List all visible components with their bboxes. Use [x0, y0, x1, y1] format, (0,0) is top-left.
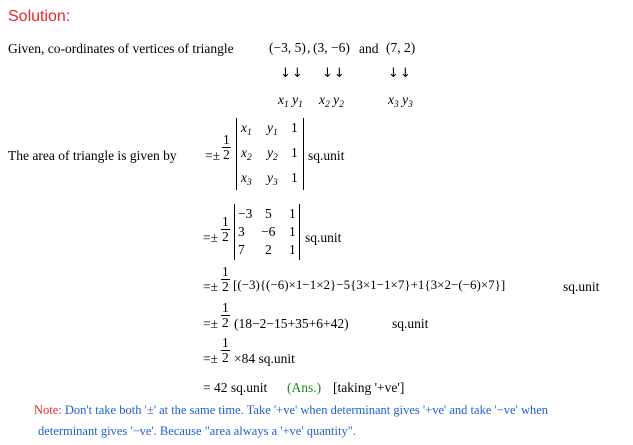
note-label: Note: — [34, 403, 62, 417]
det-cell: 7 — [238, 242, 245, 257]
det-cell: $x_2$ — [241, 145, 252, 163]
vertex-sep: , — [307, 40, 311, 55]
determinant-symbolic — [236, 118, 304, 190]
area-formula-text: The area of triangle is given by — [8, 148, 177, 163]
det-cell: −6 — [261, 224, 276, 239]
step3-pm: =± — [203, 316, 219, 331]
note-line-2: determinant gives '−ve'. Because "area always a '+ve' quantity". — [38, 424, 356, 438]
down-arrows-3: ↓↓ — [388, 66, 412, 81]
det-cell: 3 — [238, 224, 245, 239]
unit-label: sq.unit — [308, 148, 345, 163]
step2-expression: [(−3){(−6)×1−1×2}−5{3×1−1×7}+1{3×2−(−6)×7}] — [233, 277, 506, 292]
half-fraction: $\frac{1}{2}$ — [222, 300, 229, 330]
det-cell: 1 — [289, 242, 296, 257]
vertex-2: (3, −6) — [313, 40, 350, 55]
plus-minus: =± — [205, 148, 221, 163]
step4-expression: ×84 sq.unit — [234, 351, 295, 366]
det-cell: $x_3$ — [241, 170, 252, 188]
down-arrows-2: ↓↓ — [322, 66, 346, 81]
det-cell: 1 — [291, 120, 298, 135]
half-fraction: $\frac{1}{2}$ — [222, 264, 229, 294]
det-cell: $y_2$ — [267, 145, 278, 163]
det-cell: 1 — [289, 224, 296, 239]
half-fraction: $\frac{1}{2}$ — [222, 214, 229, 244]
vertex-1: (−3, 5) — [269, 40, 306, 55]
half-fraction: $\frac{1}{2}$ — [223, 132, 230, 162]
det-cell: $x_1$ — [241, 120, 252, 138]
step2-pm: =± — [203, 279, 219, 294]
given-text: Given, co-ordinates of vertices of triangle — [8, 41, 234, 56]
determinant-numeric — [234, 204, 300, 260]
step3-expression: (18−2−15+35+6+42) — [234, 316, 349, 331]
det-cell: $y_1$ — [267, 120, 278, 138]
label-x2-y2: $x_2$ $y_2$ — [319, 92, 344, 110]
det-cell: 1 — [291, 145, 298, 160]
label-x1-y1: $x_1$ $y_1$ — [278, 92, 303, 110]
unit-label: sq.unit — [563, 279, 600, 294]
det-cell: $y_3$ — [267, 170, 278, 188]
unit-label: sq.unit — [305, 230, 342, 245]
taking-note: [taking '+ve'] — [333, 380, 405, 395]
det-cell: −3 — [238, 206, 253, 221]
step4-pm: =± — [203, 351, 219, 366]
det-cell: 1 — [289, 206, 296, 221]
and-text: and — [359, 41, 379, 56]
vertex-3: (7, 2) — [386, 40, 416, 55]
note-line-1: Note: Don't take both '±' at the same time. Take '+ve' when determinant gives '+ve' and take '−ve' when — [34, 403, 549, 417]
det-cell: 1 — [291, 170, 298, 185]
label-x3-y3: $x_3$ $y_3$ — [388, 92, 413, 110]
half-fraction: $\frac{1}{2}$ — [222, 335, 229, 365]
det-cell: 2 — [265, 242, 272, 257]
unit-label: sq.unit — [392, 316, 429, 331]
solution-heading: Solution: — [8, 8, 71, 25]
step1-pm: =± — [203, 230, 219, 245]
det-cell: 5 — [265, 206, 272, 221]
ans-label: (Ans.) — [287, 380, 322, 395]
final-result: = 42 sq.unit — [203, 380, 268, 395]
down-arrows-1: ↓↓ — [280, 66, 304, 81]
